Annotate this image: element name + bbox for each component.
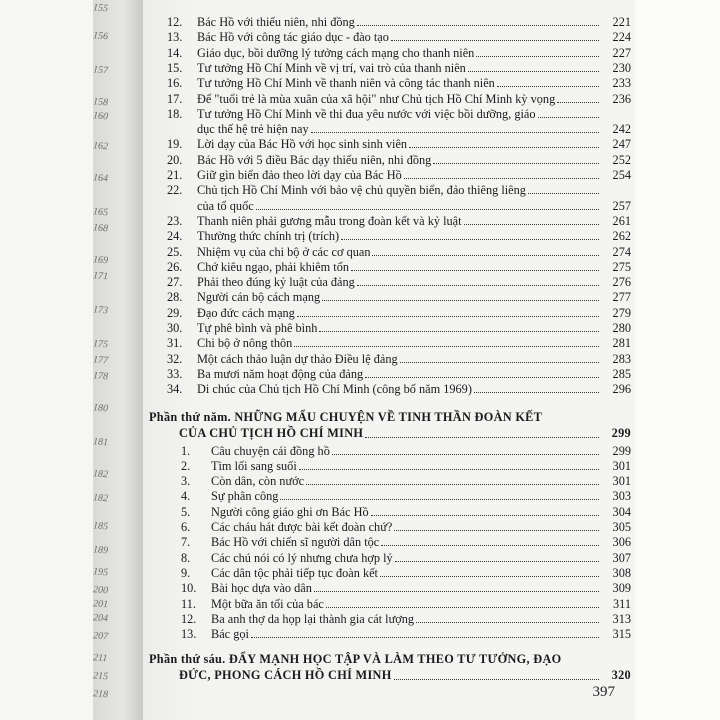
toc-entry-continuation bbox=[197, 121, 631, 136]
entry-page: 283 bbox=[612, 351, 631, 366]
entry-page: 274 bbox=[612, 244, 631, 259]
entry-number: 24. bbox=[167, 229, 183, 244]
entry-number: 16. bbox=[167, 76, 183, 91]
leader-dots bbox=[416, 622, 599, 623]
entry-page: 224 bbox=[612, 30, 631, 45]
ghost-page-number: 211 bbox=[92, 652, 108, 665]
ghost-page-number: 169 bbox=[92, 254, 109, 267]
entry-number: 25. bbox=[167, 244, 183, 259]
toc-entry[interactable] bbox=[167, 335, 631, 350]
entry-page: 303 bbox=[612, 489, 631, 504]
entry-page: 233 bbox=[612, 76, 631, 91]
toc-entry[interactable] bbox=[181, 473, 631, 488]
part-heading-line2: ĐỨC, PHONG CÁCH HỒ CHÍ MINH bbox=[179, 668, 392, 683]
leader-dots bbox=[299, 469, 599, 470]
entry-title: Tư tưởng Hồ Chí Minh về thanh niên và công tác thanh niên bbox=[197, 76, 495, 91]
leader-dots bbox=[322, 300, 599, 301]
ghost-page-number: 160 bbox=[92, 110, 109, 123]
ghost-page-number: 175 bbox=[92, 338, 109, 351]
toc-entry[interactable] bbox=[181, 580, 631, 595]
entry-page: 276 bbox=[612, 275, 631, 290]
toc-entry[interactable] bbox=[181, 550, 631, 565]
leader-dots bbox=[372, 255, 599, 256]
entry-number: 30. bbox=[167, 321, 183, 335]
ghost-page-number: 215 bbox=[92, 670, 109, 683]
entry-title: Tư tưởng Hồ Chí Minh về vị trí, vai trò của thanh niên bbox=[197, 60, 466, 75]
ghost-page-number: 177 bbox=[92, 354, 109, 367]
entry-page: 299 bbox=[612, 443, 631, 458]
entry-title: Còn dân, còn nước bbox=[211, 474, 305, 489]
entry-page: 311 bbox=[613, 596, 631, 611]
leader-dots bbox=[341, 239, 599, 240]
ghost-page-number: 164 bbox=[92, 172, 109, 185]
entry-number: 13. bbox=[181, 627, 197, 642]
entry-title: Tư tưởng Hồ Chí Minh về thi đua yêu nước với việc bồi dưỡng, giáo bbox=[197, 106, 536, 121]
entry-number: 21. bbox=[167, 168, 183, 182]
previous-page-edge bbox=[93, 0, 144, 720]
ghost-page-number: 207 bbox=[92, 630, 109, 643]
entry-page: 257 bbox=[612, 198, 631, 213]
entry-title: Chớ kiêu ngạo, phải khiêm tốn bbox=[197, 259, 349, 274]
entry-title: Các cháu hát được bài kết đoàn chứ? bbox=[211, 520, 393, 534]
ghost-page-number: 189 bbox=[92, 544, 109, 557]
toc-entry[interactable] bbox=[181, 443, 631, 458]
entry-title: Người cán bộ cách mạng bbox=[197, 290, 321, 305]
entry-number: 6. bbox=[181, 520, 191, 534]
entry-number: 11. bbox=[181, 596, 196, 611]
leader-dots bbox=[394, 679, 599, 680]
leader-dots bbox=[557, 102, 599, 103]
entry-number: 3. bbox=[181, 474, 191, 489]
ghost-page-number: 181 bbox=[92, 436, 109, 449]
entry-page: 252 bbox=[612, 152, 631, 167]
leader-dots bbox=[294, 346, 599, 347]
entry-page: 309 bbox=[612, 581, 631, 596]
ghost-page-number: 204 bbox=[92, 612, 109, 625]
toc-entry[interactable] bbox=[167, 305, 631, 320]
entry-title: Sự phân công bbox=[211, 489, 279, 504]
entry-page: 227 bbox=[612, 45, 631, 60]
entry-title: Một bữa ăn tối của bác bbox=[211, 596, 324, 611]
leader-dots bbox=[476, 56, 599, 57]
ghost-page-number: 218 bbox=[92, 688, 109, 701]
toc-entry[interactable] bbox=[167, 213, 631, 228]
entry-title: Để "tuổi trẻ là mùa xuân của xã hội" như Chủ tịch Hồ Chí Minh kỳ vọng bbox=[197, 91, 556, 106]
leader-dots bbox=[251, 637, 599, 638]
toc-entry[interactable] bbox=[167, 14, 631, 29]
entry-page: 277 bbox=[612, 290, 631, 305]
entry-number: 29. bbox=[167, 305, 183, 320]
toc-entry[interactable] bbox=[181, 626, 631, 641]
leader-dots bbox=[394, 530, 599, 531]
entry-number: 17. bbox=[167, 91, 183, 106]
entry-number: 12. bbox=[181, 611, 197, 626]
entry-number: 12. bbox=[167, 15, 183, 29]
leader-dots bbox=[468, 71, 599, 72]
entry-page: 230 bbox=[612, 60, 631, 75]
entry-title: Câu chuyện cái đồng hồ bbox=[211, 443, 330, 458]
toc-entry[interactable] bbox=[167, 274, 631, 289]
entry-number: 7. bbox=[181, 535, 191, 550]
ghost-page-number: 173 bbox=[92, 304, 109, 317]
entry-page: 262 bbox=[612, 229, 631, 244]
entry-page: 308 bbox=[612, 565, 631, 580]
leader-dots bbox=[351, 270, 599, 271]
toc-entry[interactable] bbox=[167, 136, 631, 151]
entry-title: Ba mươi năm hoạt động của đảng bbox=[197, 366, 364, 381]
entry-number: 13. bbox=[167, 30, 183, 45]
leader-dots bbox=[326, 607, 599, 608]
part-heading-line1: Phần thứ năm. NHỮNG MẨU CHUYỆN VỀ TINH THẦN ĐOÀN KẾT bbox=[149, 409, 543, 424]
entry-page: 281 bbox=[612, 336, 631, 351]
entry-number: 14. bbox=[167, 45, 183, 60]
toc-entry[interactable] bbox=[167, 106, 631, 121]
part-page: 299 bbox=[611, 425, 631, 440]
toc-entry[interactable] bbox=[181, 458, 631, 473]
leader-dots bbox=[381, 545, 599, 546]
entry-title: Các chú nói có lý nhưng chưa hợp lý bbox=[211, 550, 393, 565]
ghost-page-number: 180 bbox=[92, 402, 109, 415]
entry-number: 4. bbox=[181, 489, 191, 504]
entry-number: 23. bbox=[167, 213, 183, 228]
entry-number: 5. bbox=[181, 504, 191, 519]
leader-dots bbox=[528, 193, 599, 194]
entry-number: 26. bbox=[167, 259, 183, 274]
entry-title: Ba anh thợ da họp lại thành gia cát lượng bbox=[211, 611, 415, 626]
entry-number: 27. bbox=[167, 275, 183, 290]
entry-page: 306 bbox=[612, 535, 631, 550]
entry-page: 261 bbox=[612, 213, 631, 228]
leader-dots bbox=[256, 209, 599, 210]
leader-dots bbox=[380, 576, 599, 577]
entry-title: Phải theo đúng kỷ luật của đảng bbox=[197, 275, 355, 290]
entry-page: 313 bbox=[612, 611, 631, 626]
entry-number: 9. bbox=[181, 565, 191, 580]
part-heading-line1: Phần thứ sáu. ĐẨY MẠNH HỌC TẬP VÀ LÀM THEO TƯ TƯỞNG, ĐẠO bbox=[149, 652, 562, 667]
toc-entry[interactable] bbox=[167, 244, 631, 259]
leader-dots bbox=[306, 484, 599, 485]
entry-title: Thường thức chính trị (trích) bbox=[197, 229, 340, 244]
ghost-page-number: 200 bbox=[92, 584, 109, 597]
entry-title: Giáo dục, bồi dưỡng lý tưởng cách mạng cho thanh niên bbox=[197, 45, 475, 60]
entry-page: 247 bbox=[612, 137, 631, 152]
entry-title: Lời dạy của Bác Hồ với học sinh sinh viên bbox=[197, 137, 408, 152]
leader-dots bbox=[297, 316, 599, 317]
entry-number: 10. bbox=[181, 581, 197, 596]
page-number: 397 bbox=[592, 684, 615, 700]
entry-page: 236 bbox=[612, 91, 631, 106]
leader-dots bbox=[314, 591, 599, 592]
entry-number: 18. bbox=[167, 106, 183, 121]
entry-number: 22. bbox=[167, 183, 183, 198]
ghost-page-number: 185 bbox=[92, 520, 109, 533]
leader-dots bbox=[474, 392, 599, 393]
entry-page: 279 bbox=[612, 305, 631, 320]
entry-title: Chi bộ ở nông thôn bbox=[197, 336, 293, 351]
toc-entry[interactable] bbox=[167, 289, 631, 304]
leader-dots bbox=[433, 163, 599, 164]
ghost-page-number: 182 bbox=[92, 468, 109, 481]
part-page: 320 bbox=[611, 668, 631, 683]
leader-dots bbox=[400, 362, 599, 363]
entry-page: 305 bbox=[612, 520, 631, 534]
toc-entry[interactable] bbox=[167, 75, 631, 90]
entry-page: 301 bbox=[612, 458, 631, 473]
toc-entry-continuation bbox=[197, 198, 631, 213]
entry-title: Tự phê bình và phê bình bbox=[197, 321, 318, 335]
ghost-page-number: 165 bbox=[92, 206, 109, 219]
leader-dots bbox=[311, 132, 599, 133]
entry-title: Các dân tộc phải tiếp tục đoàn kết bbox=[211, 565, 378, 580]
ghost-page-number: 195 bbox=[92, 566, 109, 579]
toc-entry[interactable] bbox=[167, 182, 631, 197]
leader-dots bbox=[357, 25, 599, 26]
entry-title: Chủ tịch Hồ Chí Minh với bảo vệ chủ quyền biển, đảo thiêng liêng bbox=[197, 183, 526, 198]
leader-dots bbox=[464, 224, 599, 225]
toc-entry[interactable] bbox=[167, 320, 631, 335]
leader-dots bbox=[371, 515, 599, 516]
toc-entry[interactable] bbox=[167, 45, 631, 60]
entry-title: Bác Hồ với thiếu niên, nhi đồng bbox=[197, 15, 355, 29]
leader-dots bbox=[404, 178, 599, 179]
leader-dots bbox=[409, 147, 599, 148]
toc-entry[interactable] bbox=[181, 596, 631, 611]
entry-title: Thanh niên phải gương mẫu trong đoàn kết và kỷ luật bbox=[197, 213, 462, 228]
entry-title: Bác Hồ với công tác giáo dục - đào tạo bbox=[197, 30, 389, 45]
leader-dots bbox=[538, 117, 599, 118]
entry-title: Tìm lối sang suối bbox=[211, 458, 297, 473]
leader-dots bbox=[497, 86, 599, 87]
entry-title: Giữ gìn biển đảo theo lời dạy của Bác Hồ bbox=[197, 168, 402, 182]
page-margin bbox=[635, 0, 720, 720]
part-five-heading[interactable] bbox=[149, 409, 631, 441]
part-heading-line2: CỦA CHỦ TỊCH HỒ CHÍ MINH bbox=[179, 425, 364, 440]
ghost-page-number: 182 bbox=[92, 492, 109, 505]
entry-page: 301 bbox=[612, 474, 631, 489]
ghost-page-number: 171 bbox=[92, 270, 109, 283]
entry-title: Di chúc của Chủ tịch Hồ Chí Minh (công bố năm 1969) bbox=[197, 382, 472, 397]
leader-dots bbox=[332, 454, 599, 455]
entry-number: 19. bbox=[167, 137, 183, 152]
toc-entry[interactable] bbox=[167, 351, 631, 366]
leader-dots bbox=[365, 437, 599, 438]
toc-entry[interactable] bbox=[181, 488, 631, 503]
entry-title: Một cách thảo luận dự thảo Điều lệ đảng bbox=[197, 351, 398, 366]
ghost-page-number: 156 bbox=[92, 30, 109, 43]
leader-dots bbox=[319, 331, 599, 332]
toc-entry[interactable] bbox=[181, 504, 631, 519]
entry-page: 280 bbox=[612, 321, 631, 335]
entry-title: Bác Hồ với 5 điều Bác dạy thiếu niên, nhi đồng bbox=[197, 152, 432, 167]
ghost-page-number: 162 bbox=[92, 140, 109, 153]
ghost-page-number: 155 bbox=[92, 2, 109, 15]
ghost-page-number: 168 bbox=[92, 222, 109, 235]
entry-page: 304 bbox=[612, 504, 631, 519]
leader-dots bbox=[365, 377, 599, 378]
toc-entry[interactable] bbox=[167, 381, 631, 396]
entry-page: 296 bbox=[612, 382, 631, 397]
entry-number: 34. bbox=[167, 382, 183, 397]
toc-entry[interactable] bbox=[167, 228, 631, 243]
entry-page: 315 bbox=[612, 627, 631, 642]
toc-entry[interactable] bbox=[167, 29, 631, 44]
entry-title: Bác gọi bbox=[211, 627, 249, 642]
entry-number: 1. bbox=[181, 443, 191, 458]
entry-title: Người công giáo ghi ơn Bác Hồ bbox=[211, 504, 369, 519]
entry-number: 31. bbox=[167, 336, 183, 351]
entry-number: 20. bbox=[167, 152, 183, 167]
toc-page bbox=[143, 0, 635, 720]
toc-entry[interactable] bbox=[181, 611, 631, 626]
entry-page: 242 bbox=[612, 122, 631, 137]
toc-entry[interactable] bbox=[167, 91, 631, 106]
toc-entry[interactable] bbox=[167, 259, 631, 274]
leader-dots bbox=[391, 40, 599, 41]
entry-page: 285 bbox=[612, 366, 631, 381]
part-six-heading[interactable] bbox=[149, 651, 631, 683]
toc-entry[interactable] bbox=[167, 167, 631, 182]
entry-page: 275 bbox=[612, 259, 631, 274]
leader-dots bbox=[395, 561, 599, 562]
toc-entry[interactable] bbox=[181, 519, 631, 534]
ghost-page-number: 178 bbox=[92, 370, 109, 383]
ghost-page-number: 201 bbox=[92, 598, 109, 611]
entry-title-continued: của tổ quốc bbox=[197, 198, 254, 213]
entry-page: 254 bbox=[612, 168, 631, 182]
entry-title: Bài học dựa vào dân bbox=[211, 581, 312, 596]
entry-page: 307 bbox=[612, 550, 631, 565]
entry-title: Nhiệm vụ của chi bộ ở các cơ quan bbox=[197, 244, 371, 259]
leader-dots bbox=[357, 285, 599, 286]
entry-number: 2. bbox=[181, 458, 191, 473]
toc-entry[interactable] bbox=[181, 534, 631, 549]
entry-page: 221 bbox=[612, 15, 631, 29]
entry-number: 28. bbox=[167, 290, 183, 305]
entry-number: 32. bbox=[167, 351, 183, 366]
ghost-page-number: 158 bbox=[92, 96, 109, 109]
entry-title: Đạo đức cách mạng bbox=[197, 305, 295, 320]
toc-entry[interactable] bbox=[167, 152, 631, 167]
entry-title-continued: dục thế hệ trẻ hiện nay bbox=[197, 122, 309, 137]
toc-entry[interactable] bbox=[167, 60, 631, 75]
toc-entry[interactable] bbox=[181, 565, 631, 580]
leader-dots bbox=[280, 499, 599, 500]
toc-entry[interactable] bbox=[167, 366, 631, 381]
entry-number: 8. bbox=[181, 550, 191, 565]
ghost-page-number: 157 bbox=[92, 64, 109, 77]
entry-number: 15. bbox=[167, 60, 183, 75]
entry-number: 33. bbox=[167, 366, 183, 381]
entry-title: Bác Hồ với chiến sĩ người dân tộc bbox=[211, 535, 380, 550]
